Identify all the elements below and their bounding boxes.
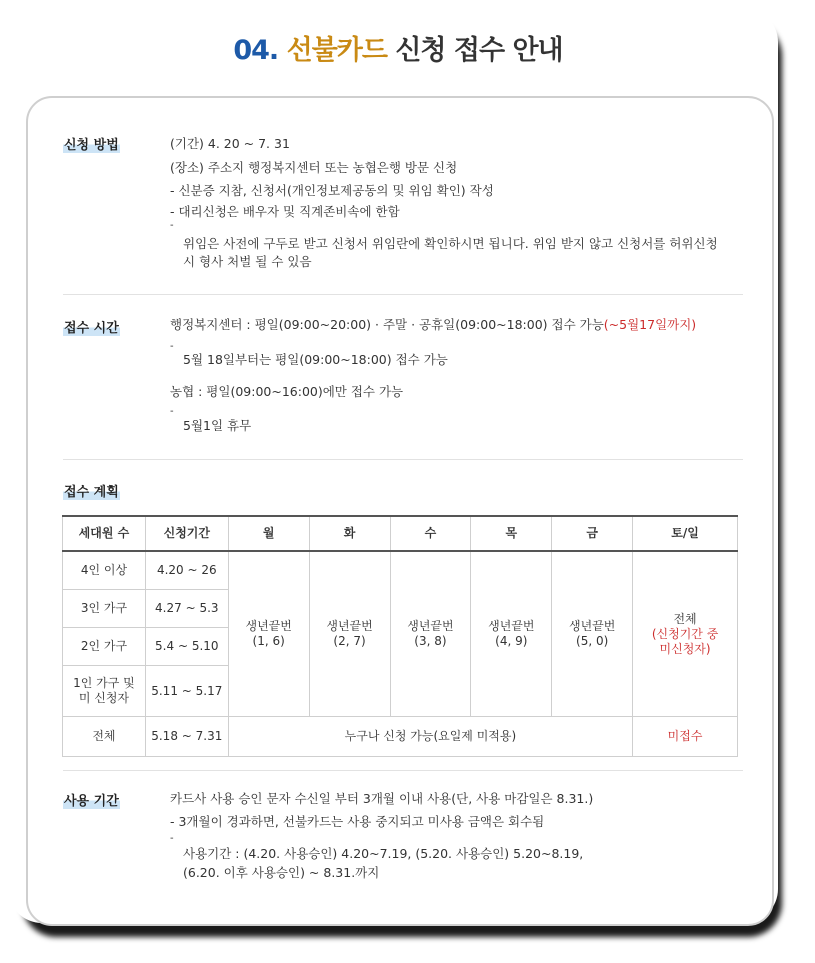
birth-digit-label: 생년끝번 <box>407 619 454 633</box>
weekday-cell-tue <box>309 551 390 717</box>
table-header-row <box>63 516 738 551</box>
birth-digit-label: 생년끝번 <box>488 619 535 633</box>
weekend-note-1: (신청기간 중 <box>651 626 719 641</box>
period-cell: 4.27 ~ 5.3 <box>145 590 228 628</box>
title-number: 04. <box>233 35 279 66</box>
weekday-cell-thu <box>471 551 552 717</box>
divider <box>63 770 743 771</box>
reception-nh-hours: 농협 : 평일(09:00~16:00)에만 접수 가능 <box>170 384 404 399</box>
reception-holiday: 5월1일 휴무 <box>183 418 252 433</box>
open-to-all-cell: 누구나 신청 가능(요일제 미적용) <box>228 717 632 757</box>
birth-digit-values: (3, 8) <box>414 634 447 648</box>
page-title <box>8 28 788 67</box>
weekday-cell-wed <box>390 551 471 717</box>
reception-deadline: (~5월17일까지) <box>603 317 697 332</box>
apply-requirement: - 신분증 지참, 신청서(개인정보제공동의 및 위임 확인) 작성 <box>170 183 494 198</box>
household-cell <box>63 666 146 717</box>
apply-delegation: 위임은 사전에 구두로 받고 신청서 위임란에 확인하시면 됩니다. 위임 받지 않고 신청서를 허위신청 <box>183 236 718 251</box>
header-wed: 수 <box>390 516 471 551</box>
household-line: 미 신청자 <box>78 691 130 705</box>
divider <box>63 294 743 295</box>
period-cell: 5.11 ~ 5.17 <box>145 666 228 717</box>
divider <box>63 459 743 460</box>
notice-card <box>8 8 778 923</box>
header-tue: 화 <box>309 516 390 551</box>
usage-expiry-note: - 3개월이 경과하면, 선불카드는 사용 중지되고 미사용 금액은 회수됨 <box>170 814 545 829</box>
usage-dash: - <box>170 833 174 844</box>
header-household: 세대원 수 <box>63 516 146 551</box>
apply-place: (장소) 주소지 행정복지센터 또는 농협은행 방문 신청 <box>170 160 458 175</box>
table-row <box>63 551 738 590</box>
reception-from-may18: 5월 18일부터는 평일(09:00~18:00) 접수 가능 <box>183 352 448 367</box>
household-cell: 전체 <box>63 717 146 757</box>
usage-schedule: 사용기간 : (4.20. 사용승인) 4.20~7.19, (5.20. 사용승인) 5.20~8.19, <box>183 846 584 861</box>
table-row <box>63 717 738 757</box>
reception-plan-table <box>62 515 738 757</box>
header-mon: 월 <box>228 516 309 551</box>
content-box <box>26 96 774 926</box>
usage-period-main: 카드사 사용 승인 문자 수신일 부터 3개월 이내 사용(단, 사용 마감일은 8.31.) <box>170 791 594 806</box>
reception-center-hours <box>170 315 696 333</box>
header-weekend: 토/일 <box>633 516 738 551</box>
reception-plan-label: 접수 계획 <box>63 481 120 500</box>
title-rest: 신청 접수 안내 <box>395 35 563 66</box>
apply-proxy: - 대리신청은 배우자 및 직계존비속에 한함 <box>170 204 400 219</box>
usage-schedule-cont: (6.20. 이후 사용승인) ~ 8.31.까지 <box>183 865 380 880</box>
weekday-cell-mon <box>228 551 309 717</box>
household-cell: 2인 가구 <box>63 628 146 666</box>
no-reception-cell: 미접수 <box>633 717 738 757</box>
usage-period-label: 사용 기간 <box>63 790 120 809</box>
header-thu: 목 <box>471 516 552 551</box>
reception-time-label: 접수 시간 <box>63 317 120 336</box>
birth-digit-values: (5, 0) <box>576 634 609 648</box>
weekend-note-2: 미신청자) <box>659 641 711 656</box>
household-cell: 4인 이상 <box>63 551 146 590</box>
birth-digit-values: (1, 6) <box>252 634 285 648</box>
weekday-cell-fri <box>552 551 633 717</box>
birth-digit-values: (4, 9) <box>495 634 528 648</box>
period-cell: 5.4 ~ 5.10 <box>145 628 228 666</box>
reception-dash: - <box>170 341 174 352</box>
birth-digit-label: 생년끝번 <box>569 619 616 633</box>
period-cell: 5.18 ~ 7.31 <box>145 717 228 757</box>
birth-digit-label: 생년끝번 <box>245 619 292 633</box>
reception-dash-2: - <box>170 406 174 417</box>
household-line: 1인 가구 및 <box>73 676 135 690</box>
reception-center-text: 행정복지센터 : 평일(09:00~20:00) · 주말 · 공휴일(09:00~18:00) 접수 가능 <box>170 317 604 332</box>
header-fri: 금 <box>552 516 633 551</box>
apply-delegation-cont: 시 형사 처벌 될 수 있음 <box>183 254 312 269</box>
apply-dash: - <box>170 220 174 231</box>
apply-period: (기간) 4. 20 ~ 7. 31 <box>170 136 290 151</box>
weekend-all: 전체 <box>673 611 697 626</box>
title-highlight: 선불카드 <box>286 35 387 66</box>
birth-digit-values: (2, 7) <box>333 634 366 648</box>
household-cell: 3인 가구 <box>63 590 146 628</box>
header-period: 신청기간 <box>145 516 228 551</box>
period-cell: 4.20 ~ 26 <box>145 551 228 590</box>
weekend-cell <box>633 551 738 717</box>
apply-method-label: 신청 방법 <box>63 134 120 153</box>
birth-digit-label: 생년끝번 <box>326 619 373 633</box>
